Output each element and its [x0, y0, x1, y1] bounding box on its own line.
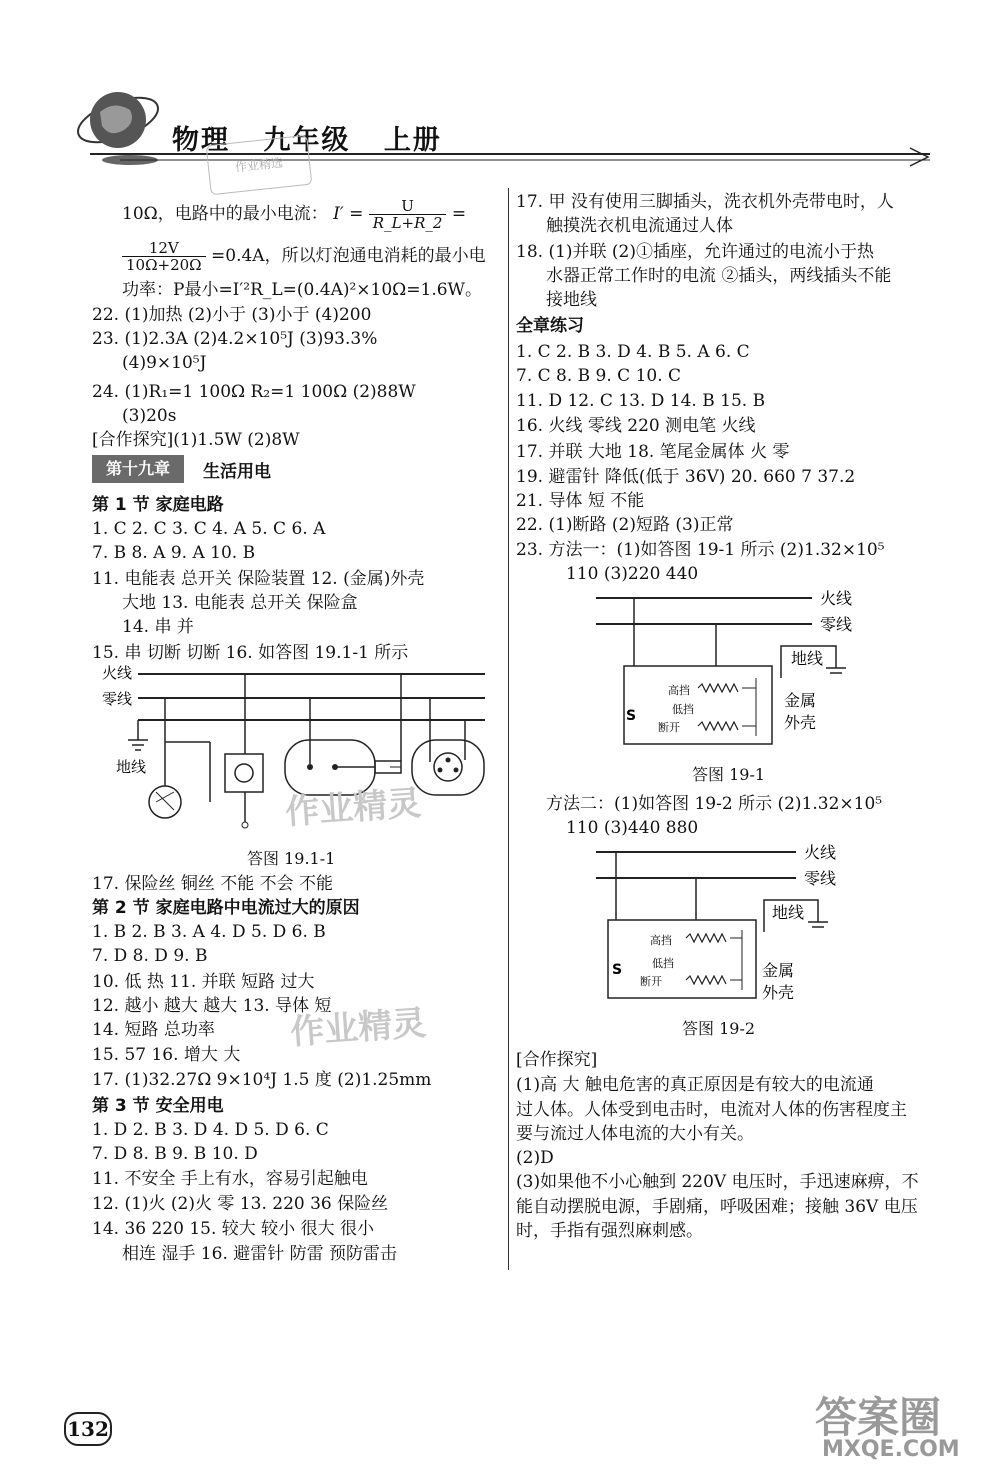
low-gear-label: 低挡: [652, 957, 674, 970]
fraction: $\frac{12V}{10\Omega+20\Omega}$: [122, 240, 206, 273]
figure-caption: 答图 19-1: [692, 765, 766, 784]
ground-wire-label: 地线: [772, 903, 805, 922]
s2-row: 10. 低 热 11. 并联 短路 过大: [92, 972, 315, 992]
s1-row: 1. C 2. C 3. C 4. A 5. C 6. A: [92, 519, 326, 539]
switch-label: S: [612, 962, 623, 978]
s1-row: 17. 保险丝 铜丝 不能 不会 不能: [92, 874, 334, 894]
formula-line-3: 功率：P最小=I′²R_L=(0.4A)²×10Ω=1.6W。: [122, 280, 483, 300]
s2-row: 1. B 2. B 3. A 4. D 5. D 6. B: [92, 922, 326, 942]
resistor-icon: [698, 722, 738, 730]
metal-shell-label: 外壳: [762, 983, 795, 1002]
review-row: 110 (3)220 440: [566, 564, 699, 584]
neutral-wire-label: 零线: [820, 615, 853, 634]
neutral-wire-label: 零线: [102, 690, 133, 708]
s2-row: 15. 57 16. 增大 大: [92, 1045, 241, 1065]
answer-23: 23. (1)2.3A (2)4.2×10⁵J (3)93.3%: [92, 329, 378, 349]
page-number: 132: [64, 1412, 112, 1446]
s2-row: 12. 越小 越大 越大 13. 导体 短: [92, 996, 332, 1016]
three-pin-socket-icon: [412, 740, 484, 795]
review-row: 1. C 2. B 3. D 4. B 5. A 6. C: [516, 342, 750, 362]
coop-line: (3)如果他不小心触到 220V 电压时，手迅速麻痹，不: [516, 1172, 919, 1192]
high-gear-label: 高挡: [650, 934, 672, 947]
s3-row: 相连 湿手 16. 避雷针 防雷 预防雷击: [122, 1244, 398, 1264]
s1-row: 11. 电能表 总开关 保险装置 12. (金属)外壳: [92, 569, 425, 589]
switch-icon: [225, 754, 263, 792]
answer-22: 22. (1)加热 (2)小于 (3)小于 (4)200: [92, 305, 372, 325]
stamp: 作业精选: [206, 135, 313, 195]
resistor-icon: [698, 684, 738, 692]
figure-caption: 答图 19-2: [682, 1019, 756, 1038]
coop-line: 过人体。人体受到电击时，电流对人体的伤害程度主: [516, 1100, 907, 1120]
formula-line-2: $\frac{12V}{10\Omega+20\Omega}$ =0.4A，所以灯泡通电消耗的最小电: [122, 240, 486, 273]
answer-17: 17. 甲 没有使用三脚插头，洗衣机外壳带电时，人: [516, 192, 894, 212]
high-gear-label: 高挡: [668, 684, 690, 697]
s1-row: 15. 串 切断 切断 16. 如答图 19.1-1 所示: [92, 643, 409, 663]
switch-label: S: [626, 708, 637, 724]
section-3-title: 第 3 节 安全用电: [92, 1096, 224, 1116]
section-2-title: 第 2 节 家庭电路中电流过大的原因: [92, 898, 360, 918]
chapter-title: 生活用电: [203, 462, 271, 482]
chapter-label: 第十九章: [92, 455, 184, 483]
review-row: 21. 导体 短 不能: [516, 491, 645, 511]
review-row: 22. (1)断路 (2)短路 (3)正常: [516, 515, 734, 535]
coop-line: 时，手指有强烈麻刺感。: [516, 1221, 703, 1241]
header-subject: 物理: [172, 125, 230, 156]
watermark: 作业精灵: [289, 1003, 428, 1053]
metal-shell-label: 外壳: [784, 713, 817, 732]
fraction: $\frac{U}{R\_L+R\_2}$: [369, 198, 447, 231]
figure-caption: 答图 19.1-1: [247, 849, 336, 868]
header-grade: 九年级: [263, 125, 351, 156]
review-row: 110 (3)440 880: [566, 818, 699, 838]
review-row: 11. D 12. C 13. D 14. B 15. B: [516, 391, 766, 411]
answer-18: 18. (1)并联 (2)①插座，允许通过的电流小于热: [516, 242, 875, 262]
metal-shell-label: 金属: [762, 961, 795, 980]
formula-line-1: 10Ω，电路中的最小电流： I′ = $\frac{U}{R\_L+R\_2}$ =: [122, 197, 467, 232]
resistor-icon: [686, 934, 726, 942]
watermark: 作业精灵: [284, 783, 423, 833]
answer-17-cont: 触摸洗衣机电流通过人体: [546, 216, 733, 236]
s1-row: 14. 串 并: [122, 617, 194, 637]
answer-23-cont: (4)9×10⁵J: [122, 353, 207, 373]
review-row: 17. 并联 大地 18. 笔尾金属体 火 零: [516, 442, 790, 462]
ground-wire-label: 地线: [791, 649, 824, 668]
lamp-icon: [149, 786, 181, 818]
site-logo-url: MXQE.COM: [822, 1437, 960, 1462]
s2-row: 7. D 8. D 9. B: [92, 946, 208, 966]
ground-wire-label: 地线: [116, 758, 147, 776]
live-wire-label: 火线: [820, 589, 853, 608]
coop-line: 能自动摆脱电源，手剧痛，呼吸困难；接触 36V 电压: [516, 1197, 918, 1217]
s3-row: 1. D 2. B 3. D 4. D 5. D 6. C: [92, 1120, 329, 1140]
s1-row: 7. B 8. A 9. A 10. B: [92, 543, 256, 563]
review-row: 7. C 8. B 9. C 10. C: [516, 366, 682, 386]
coop-line: (2)D: [516, 1148, 554, 1168]
s3-row: 14. 36 220 15. 较大 较小 很大 很小: [92, 1219, 374, 1239]
live-wire-label: 火线: [804, 843, 837, 862]
metal-shell-label: 金属: [784, 691, 817, 710]
circuit-diagram-19-1: [596, 586, 872, 758]
answer-24-cont: (3)20s: [122, 406, 177, 426]
s3-row: 11. 不安全 手上有水，容易引起触电: [92, 1169, 368, 1189]
s2-row: 14. 短路 总功率: [92, 1020, 215, 1040]
coop-title: [合作探究]: [516, 1050, 598, 1070]
live-wire-label: 火线: [102, 664, 133, 682]
section-1-title: 第 1 节 家庭电路: [92, 495, 224, 515]
coop-answer: [合作探究](1)1.5W (2)8W: [92, 430, 300, 450]
s3-row: 12. (1)火 (2)火 零 13. 220 36 保险丝: [92, 1194, 389, 1214]
review-title: 全章练习: [516, 316, 584, 336]
low-gear-label: 低挡: [672, 703, 694, 716]
review-row: 方法二：(1)如答图 19-2 所示 (2)1.32×10⁵: [546, 794, 883, 814]
s3-row: 7. D 8. B 9. B 10. D: [92, 1144, 258, 1164]
circuit-diagram-19-2: [596, 840, 872, 1012]
header-volume: 上册: [383, 125, 442, 156]
column-divider: [508, 188, 509, 1270]
answer-24: 24. (1)R₁=1 100Ω R₂=1 100Ω (2)88W: [92, 382, 416, 402]
answer-18-cont: 接地线: [546, 290, 597, 310]
off-label: 断开: [658, 721, 680, 734]
s2-row: 17. (1)32.27Ω 9×10⁴J 1.5 度 (2)1.25mm: [92, 1070, 432, 1090]
answer-18-cont: 水器正常工作时的电流 ②插头，两线插头不能: [546, 266, 892, 286]
site-logo: 答案圈: [815, 1393, 942, 1442]
neutral-wire-label: 零线: [804, 869, 837, 888]
coop-line: (1)高 大 触电危害的真正原因是有较大的电流通: [516, 1075, 874, 1095]
review-row: 19. 避雷针 降低(低于 36V) 20. 660 7 37.2: [516, 467, 856, 487]
coop-line: 要与流过人体电流的大小有关。: [516, 1124, 754, 1144]
review-row: 23. 方法一：(1)如答图 19-1 所示 (2)1.32×10⁵: [516, 540, 885, 560]
resistor-icon: [686, 976, 726, 984]
off-label: 断开: [640, 975, 662, 988]
s1-row: 大地 13. 电能表 总开关 保险盒: [122, 593, 358, 613]
review-row: 16. 火线 零线 220 测电笔 火线: [516, 416, 756, 436]
